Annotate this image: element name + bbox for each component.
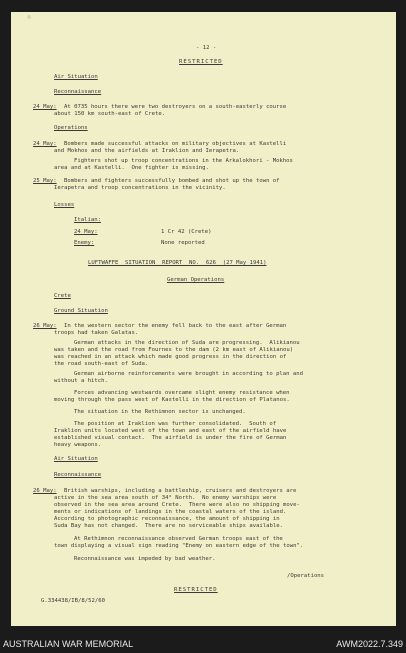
date-label: 24 May: [33,141,57,147]
text-line: about 150 km south-east of Crete. [54,111,166,117]
text-line: the road south-east of Suda. [54,361,149,367]
date-label: 24 May: [33,104,57,110]
losses-enemy-label: Enemy: [74,240,95,246]
date-label: 26 May: [33,488,57,494]
german-operations-heading: German Operations [167,277,225,283]
classification-footer: RESTRICTED [174,587,218,593]
losses-italian-label: Italian: [74,217,101,223]
text-line: Ierapetra and troop concentrations in the vicinity. [54,185,226,191]
report-title: LUFTWAFFE SITUATION REPORT NO. 626 (27 May 1941) [88,260,267,266]
text-line: Iraklion units located west of the town and east of the airfield have [54,428,287,434]
text-line: Suda Bay has not changed. There are no serviceable ships available. [54,523,284,529]
text-line: Reconnaissance was impeded by bad weather. [74,556,216,562]
text-line: heavy weapons. [54,442,102,448]
text-line: ments or indications of landings in the coastal waters of the island. [54,509,287,515]
air-situation-heading: Air Situation [54,74,98,80]
reconnaissance-heading: Reconnaissance [54,472,102,478]
text-line: Fighters shot up troop concentrations in the Arkalokhori - Mokhos [74,158,293,164]
text-line: Forces advancing westwards overcame slight enemy resistance when [74,390,290,396]
date-label: 25 May: [33,178,57,184]
text-line: established visual contact. The airfield is under the fire of German [54,435,287,441]
page-number: - 12 - [196,45,217,51]
archive-reference: AWM2022.7.349 [336,639,403,649]
date-label: 26 May: [33,323,57,329]
text-line: German airborne reinforcements were brought in according to plan and [74,371,304,377]
text-line: was reached in an attack which made good progress in the direction of [54,354,287,360]
punch-hole [27,15,31,19]
archive-footer [0,636,406,653]
text-line: Bombers made successful attacks on military objectives at Kastelli [64,141,287,147]
losses-heading: Losses [54,202,75,208]
text-line: German attacks in the direction of Suda are progressing. Alikianou [74,340,300,346]
text-line: was taken and the road from Fournes to the dam (2 km east of Alikianou) [54,347,294,353]
document-reference: G.334438/IB/8/52/60 [41,598,105,604]
losses-value: 1 Cr 42 (Crete) [161,229,212,235]
crete-heading: Crete [54,293,71,299]
air-situation-heading: Air Situation [54,456,98,462]
ground-situation-heading: Ground Situation [54,308,108,314]
date-label: 24 May: [74,229,98,235]
reconnaissance-heading: Reconnaissance [54,89,102,95]
text-line: observed in the sea area around Crete. There were also no shipping move- [54,502,300,508]
classification-header: RESTRICTED [179,59,223,65]
text-line: At 0735 hours there were two destroyers on a south-easterly course [64,104,287,110]
continued-marker: /Operations [287,573,325,579]
text-line: town displaying a visual sign reading "Enemy on eastern edge of the town". [54,543,304,549]
archive-name: AUSTRALIAN WAR MEMORIAL [3,639,134,649]
text-line: The situation in the Rethimnon sector is unchanged. [74,409,246,415]
document-page [11,12,396,626]
operations-heading: Operations [54,125,88,131]
text-line: At Rethimnon reconnaissance observed German troops east of the [74,536,283,542]
text-line: In the western sector the enemy fell back to the east after German [64,323,287,329]
text-line: Bombers and fighters successfully bombed and shot up the town of [64,178,280,184]
losses-value: None reported [161,240,205,246]
text-line: area and at Kastelli. One fighter is missing. [54,165,209,171]
text-line: without a hitch. [54,378,108,384]
text-line: active in the sea area south of 34° North. No enemy warships were [54,495,277,501]
text-line: moving through the pass west of Kastelli in the direction of Platanos. [54,397,290,403]
text-line: According to photographic reconnaissance, the amount of shipping in [54,516,280,522]
text-line: and Mokhos and the airfields at Iraklion and Ierapetra. [54,148,240,154]
text-line: The position at Iraklion was further consolidated. South of [74,421,277,427]
text-line: troops had taken Galatas. [54,330,139,336]
text-line: British warships, including a battleship, cruisers and destroyers are [64,488,297,494]
